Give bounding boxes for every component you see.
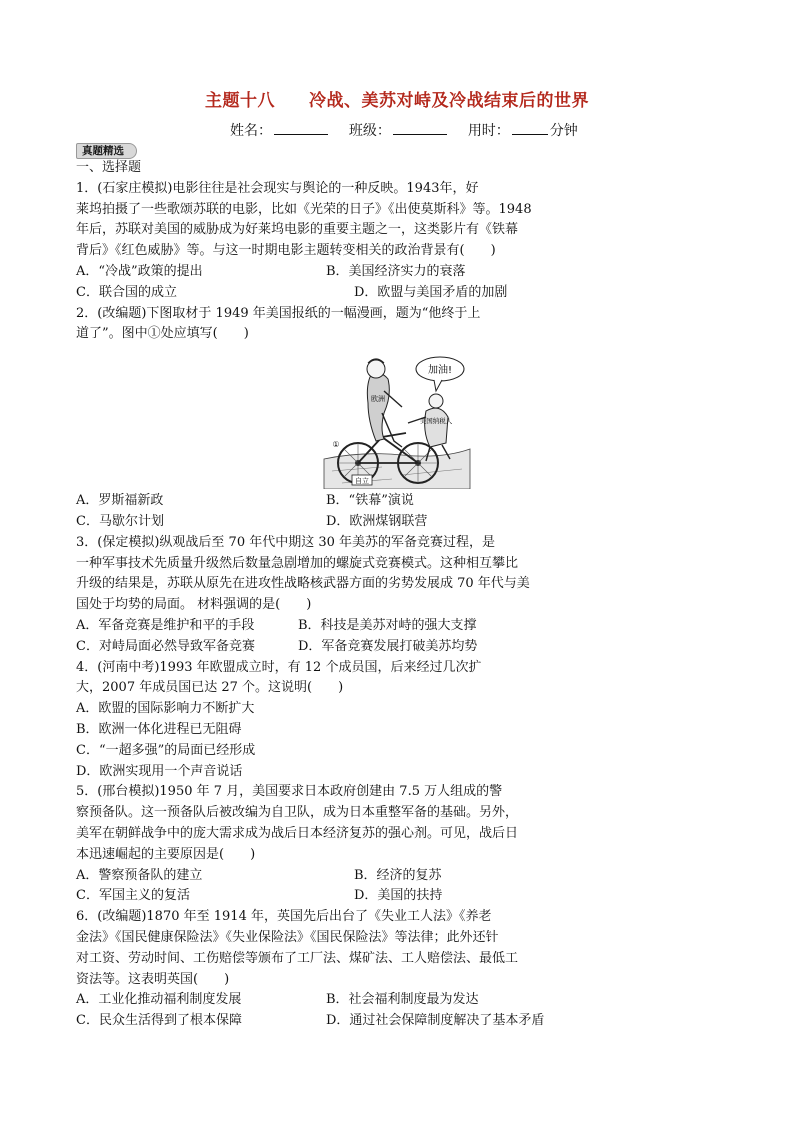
title-subject: 冷战、美苏对峙及冷战结束后的世界 (309, 91, 589, 111)
q3-line-4: 国处于均势的局面。 材料强调的是( ) (76, 597, 312, 613)
q4-line-2: 大，2007 年成员国已达 27 个。这说明( ) (76, 680, 344, 696)
cartoon-figure (322, 351, 472, 489)
marker-label: ① (332, 440, 340, 450)
title-topic: 主题十八 (205, 91, 275, 111)
q6-line-2: 金法》《国民健康保险法》《失业保险法》《国民保险法》等法律；此外还针 (76, 929, 499, 945)
q4-option-c: C．“一超多强”的局面已经形成 (76, 742, 256, 758)
name-blank (274, 133, 328, 135)
q2-option-a: A．罗斯福新政 (76, 493, 164, 509)
q3-line-1: 3．(保定模拟)纵观战后至 70 年代中期这 30 年美苏的军备竞赛过程，是 (76, 534, 496, 550)
q5-option-b: B．经济的复苏 (354, 867, 442, 883)
q1-line-2: 莱坞拍摄了一些歌颂苏联的电影，比如《光荣的日子》《出使莫斯科》等。1948 (76, 201, 532, 217)
q4-option-a: A．欧盟的国际影响力不断扩大 (76, 701, 255, 717)
q5-option-a: A．警察预备队的建立 (76, 867, 203, 883)
q5-option-d: D．美国的扶持 (354, 888, 443, 904)
q1-option-b: B．美国经济实力的衰落 (326, 263, 466, 279)
rider-label: 欧洲 (371, 395, 385, 404)
cartoon-illustration (322, 351, 472, 489)
section-heading: 一、选择题 (76, 160, 142, 175)
q1-line-1: 1．(石家庄模拟)电影往往是社会现实与舆论的一种反映。1943年，好 (76, 180, 479, 196)
q2-line-1: 2．(改编题)下图取材于 1949 年美国报纸的一幅漫画，题为“他终于上 (76, 305, 481, 321)
q6-option-b: B．社会福利制度最为发达 (326, 992, 479, 1008)
q2-option-d: D．欧洲煤钢联营 (326, 513, 428, 529)
q1-line-4: 背后》《红色威胁》等。与这一时期电影主题转变相关的政治背景有( ) (76, 243, 496, 259)
q6-line-4: 资法等。这表明英国( ) (76, 971, 230, 987)
q3-line-2: 一种军事技术先质量升级然后数量急剧增加的螺旋式竞赛模式。这种相互攀比 (76, 555, 519, 571)
time-unit: 分钟 (549, 123, 578, 139)
student-info-line (230, 120, 578, 140)
q5-line-4: 本迅速崛起的主要原因是( ) (76, 846, 256, 862)
q6-option-c: C．民众生活得到了根本保障 (76, 1013, 242, 1029)
q3-option-b: B．科技是美苏对峙的强大支撑 (298, 617, 477, 633)
q2-options-row-2 (76, 512, 566, 533)
q3-option-c: C．对峙局面必然导致军备竞赛 (76, 638, 255, 654)
q4-line-1: 4．(河南中考)1993 年欧盟成立时，有 12 个成员国，后来经过几次扩 (76, 659, 482, 675)
q6-line-1: 6．(改编题)1870 年至 1914 年，英国先后出台了《失业工人法》《养老 (76, 909, 492, 925)
time-label: 用时： (467, 123, 510, 139)
q5-option-c: C．军国主义的复活 (76, 888, 190, 904)
pusher-label: 美国纳税人 (419, 417, 453, 426)
section-tag: 真题精选 (76, 143, 137, 159)
q5-options-row-1 (76, 866, 566, 887)
q6-options-row-1 (76, 990, 566, 1011)
wheel-label: 自立 (355, 477, 369, 486)
q4-option-b: B．欧洲一体化进程已无阻碍 (76, 721, 242, 737)
q6-option-a: A．工业化推动福利制度发展 (76, 992, 242, 1008)
class-label: 班级： (348, 123, 391, 139)
page-title (0, 86, 794, 111)
q5-line-3: 美军在朝鲜战争中的庞大需求成为战后日本经济复苏的强心剂。可见，战后日 (76, 825, 519, 841)
q1-options-row-1 (76, 262, 566, 283)
time-blank (512, 133, 548, 135)
q5-line-2: 察预备队。这一预备队后被改编为自卫队，成为日本重整军备的基础。另外， (76, 805, 519, 821)
class-blank (393, 133, 447, 135)
q3-option-a: A．军备竞赛是维护和平的手段 (76, 617, 255, 633)
q1-option-d: D．欧盟与美国矛盾的加剧 (354, 284, 508, 300)
q3-line-3: 升级的结果是，苏联从原先在进攻性战略核武器方面的劣势发展成 70 年代与美 (76, 576, 530, 592)
q2-option-b: B．“铁幕”演说 (326, 493, 414, 509)
q3-options-row-2 (76, 637, 566, 658)
q3-options-row-1 (76, 616, 566, 637)
q2-line-2: 道了”。图中①处应填写( ) (76, 326, 249, 342)
q1-line-3: 年后，苏联对美国的威胁成为好莱坞电影的重要主题之一，这类影片有《铁幕 (76, 222, 519, 238)
q1-options-row-2 (76, 283, 566, 304)
q1-option-c: C．联合国的成立 (76, 284, 177, 300)
name-label: 姓名： (230, 123, 272, 139)
q2-option-c: C．马歇尔计划 (76, 513, 164, 529)
q3-option-d: D．军备竞赛发展打破美苏均势 (298, 638, 478, 654)
q4-option-d: D．欧洲实现用一个声音说话 (76, 763, 243, 779)
q1-option-a: A．“冷战”政策的提出 (76, 263, 203, 279)
q2-options-row-1 (76, 491, 566, 512)
question-list (76, 158, 566, 1032)
q6-line-3: 对工资、劳动时间、工伤赔偿等颁布了工厂法、煤矿法、工人赔偿法、最低工 (76, 950, 519, 966)
q5-options-row-2 (76, 886, 566, 907)
q6-option-d: D．通过社会保障制度解决了基本矛盾 (326, 1013, 545, 1029)
speech-text: 加油! (427, 365, 453, 377)
q6-options-row-2 (76, 1011, 566, 1032)
q5-line-1: 5．(邢台模拟)1950 年 7 月，美国要求日本政府创建由 7.5 万人组成的警 (76, 784, 503, 800)
